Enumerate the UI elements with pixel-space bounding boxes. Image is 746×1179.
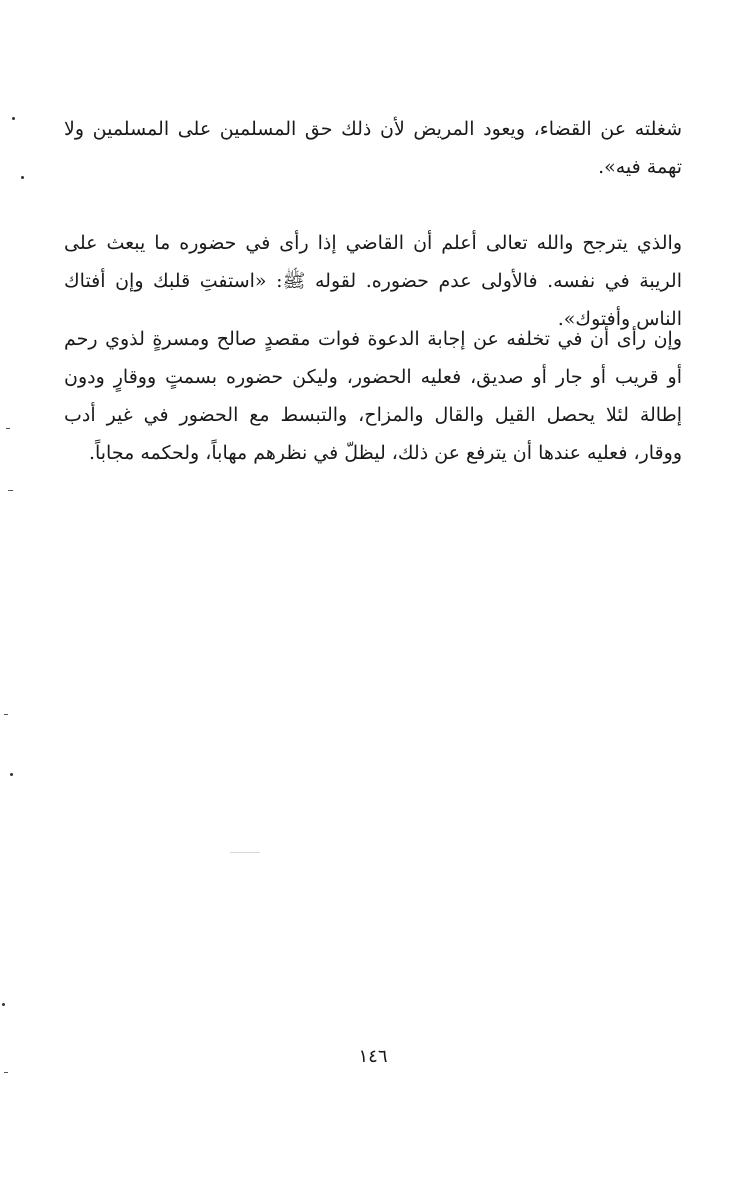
scan-mark bbox=[4, 1072, 8, 1073]
scan-speck bbox=[12, 117, 15, 120]
paragraph-1 bbox=[64, 110, 682, 186]
scan-speck bbox=[10, 773, 13, 776]
page-number: ١٤٦ bbox=[358, 1046, 388, 1067]
paragraph-3 bbox=[64, 320, 682, 472]
paragraph-2-text: والذي يترجح والله تعالى أعلم أن القاضي إذا رأى في حضوره ما يبعث على الريبة في نفسه. فالأولى عدم حضوره. لقوله ﷺ: «استفتِ قلبك وإن أفتاك الناس وأفتوك». bbox=[64, 232, 682, 330]
paragraph-3-text: وإن رأى أن في تخلفه عن إجابة الدعوة فوات مقصدٍ صالح ومسرةٍ لذوي رحم أو قريب أو جار أو صديق، فعليه الحضور، وليكن حضوره بسمتٍ ووقارٍ ودون إطالة لئلا يحصل القيل والقال والمزاح، والتبسط مع الحضور في غير أدب ووقار، فعليه عندها أن يترفع عن ذلك، ليظلّ في نظرهم مهاباً، ولحكمه مجاباً. bbox=[64, 328, 682, 464]
scan-speck bbox=[21, 176, 24, 179]
scan-mark bbox=[8, 490, 13, 491]
scan-speck bbox=[2, 1003, 5, 1006]
faint-scan-line bbox=[230, 852, 260, 853]
scan-mark bbox=[6, 428, 10, 429]
scan-mark bbox=[4, 714, 8, 715]
paragraph-1-text: شغلته عن القضاء، ويعود المريض لأن ذلك حق المسلمين على المسلمين ولا تهمة فيه». bbox=[64, 118, 682, 178]
